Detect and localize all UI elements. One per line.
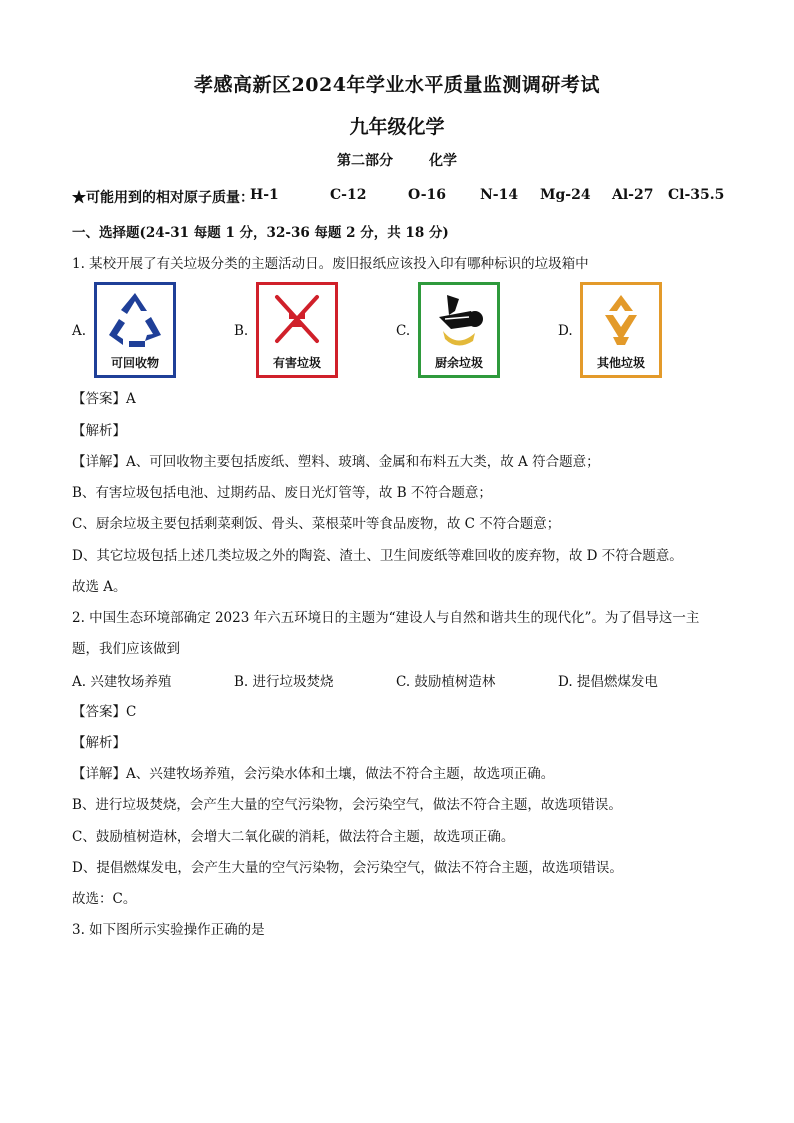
detail-text: A、可回收物主要包括废纸、塑料、玻璃、金属和布料五大类，故 A 符合题意；: [126, 454, 600, 470]
answer-tag: 【答案】: [72, 704, 126, 720]
recycle-sign: [94, 282, 176, 378]
q1-option-d[interactable]: [558, 282, 678, 378]
section-heading: 一、选择题(24-31 每题 1 分，32-36 每题 2 分，共 18 分): [72, 225, 449, 241]
q1-detail-b: B、有害垃圾包括电池、过期药品、废日光灯管等，故 B 不符合题意；: [72, 485, 492, 501]
detail-text: A、兴建牧场养殖，会污染水体和土壤，做法不符合主题，故选项正确。: [126, 766, 555, 782]
q1-detail-c: C、厨余垃圾主要包括剩菜剩饭、骨头、菜根菜叶等食品废物，故 C 不符合题意；: [72, 516, 561, 532]
q1-detail-d: D、其它垃圾包括上述几类垃圾之外的陶瓷、渣土、卫生间废纸等难回收的废弃物，故 D 不符合题意。: [72, 548, 683, 564]
mass-n: N-14: [480, 187, 519, 203]
q2-detail-c: C、鼓励植树造林，会增大二氧化碳的消耗，做法符合主题，故选项正确。: [72, 829, 515, 845]
hazardous-sign: [256, 282, 338, 378]
mass-h: H-1: [250, 187, 279, 203]
mass-o: O-16: [408, 187, 447, 203]
sign-label: 厨余垃圾: [434, 356, 483, 370]
subject-label: 化学: [429, 153, 457, 169]
q1-answer: [72, 389, 732, 409]
other-waste-sign: [580, 282, 662, 378]
sign-label: 其他垃圾: [596, 356, 645, 370]
answer-value: C: [126, 704, 137, 720]
q2-conclusion: 故选：C。: [72, 891, 137, 907]
exam-title: 孝感高新区2024年学业水平质量监测调研考试: [194, 74, 600, 96]
detail-tag: 【详解】: [72, 454, 126, 470]
exam-subtitle: 九年级化学: [349, 116, 445, 138]
q2-stem-line1: 2. 中国生态环境部确定 2023 年六五环境日的主题为“建设人与自然和谐共生的现代化”。为了倡导这一主: [72, 610, 700, 626]
q1-stem: 1. 某校开展了有关垃圾分类的主题活动日。废旧报纸应该投入印有哪种标识的垃圾箱中: [72, 256, 589, 272]
mass-al: Al-27: [612, 187, 654, 203]
q2-answer: [72, 702, 732, 722]
sign-label: 可回收物: [110, 356, 159, 370]
answer-tag: 【答案】: [72, 391, 126, 407]
mass-cl: Cl-35.5: [668, 187, 725, 203]
sign-label: 有害垃圾: [272, 356, 321, 370]
q2-option-a[interactable]: A. 兴建牧场养殖: [72, 674, 172, 690]
q1-detail-a: [72, 452, 732, 472]
q2-analysis-tag: 【解析】: [72, 735, 126, 751]
atomic-masses: [72, 187, 732, 207]
q2-detail-b: B、进行垃圾焚烧，会产生大量的空气污染物，会污染空气，做法不符合主题，故选项错误。: [72, 797, 622, 813]
part-label: 第二部分: [337, 153, 393, 169]
q2-option-b[interactable]: B. 进行垃圾焚烧: [234, 674, 334, 690]
option-letter: B.: [234, 323, 249, 339]
q3-stem: 3. 如下图所示实验操作正确的是: [72, 922, 265, 938]
detail-tag: 【详解】: [72, 766, 126, 782]
q2-detail-a: [72, 764, 732, 784]
q1-options: [72, 282, 732, 382]
atomic-masses-label: ★可能用到的相对原子质量：: [72, 190, 254, 206]
q1-conclusion: 故选 A。: [72, 579, 127, 595]
q2-detail-d: D、提倡燃煤发电，会产生大量的空气污染物，会污染空气，做法不符合主题，故选项错误。: [72, 860, 623, 876]
q1-analysis-tag: 【解析】: [72, 423, 126, 439]
q2-option-c[interactable]: C. 鼓励植树造林: [396, 674, 496, 690]
option-letter: A.: [72, 323, 87, 339]
q2-stem-line2: 题，我们应该做到: [72, 641, 180, 657]
q1-option-b[interactable]: [234, 282, 354, 378]
kitchen-waste-icon: [429, 289, 489, 351]
other-waste-icon: [591, 289, 651, 351]
mass-mg: Mg-24: [540, 187, 591, 203]
answer-value: A: [126, 391, 136, 407]
recycle-icon: [105, 289, 165, 351]
q2-option-d[interactable]: D. 提倡燃煤发电: [558, 674, 658, 690]
q1-option-a[interactable]: [72, 282, 192, 378]
option-letter: C.: [396, 323, 411, 339]
hazardous-icon: [267, 289, 327, 351]
kitchen-waste-sign: [418, 282, 500, 378]
part-heading: [0, 150, 794, 170]
mass-c: C-12: [330, 187, 367, 203]
option-letter: D.: [558, 323, 573, 339]
q1-option-c[interactable]: [396, 282, 516, 378]
